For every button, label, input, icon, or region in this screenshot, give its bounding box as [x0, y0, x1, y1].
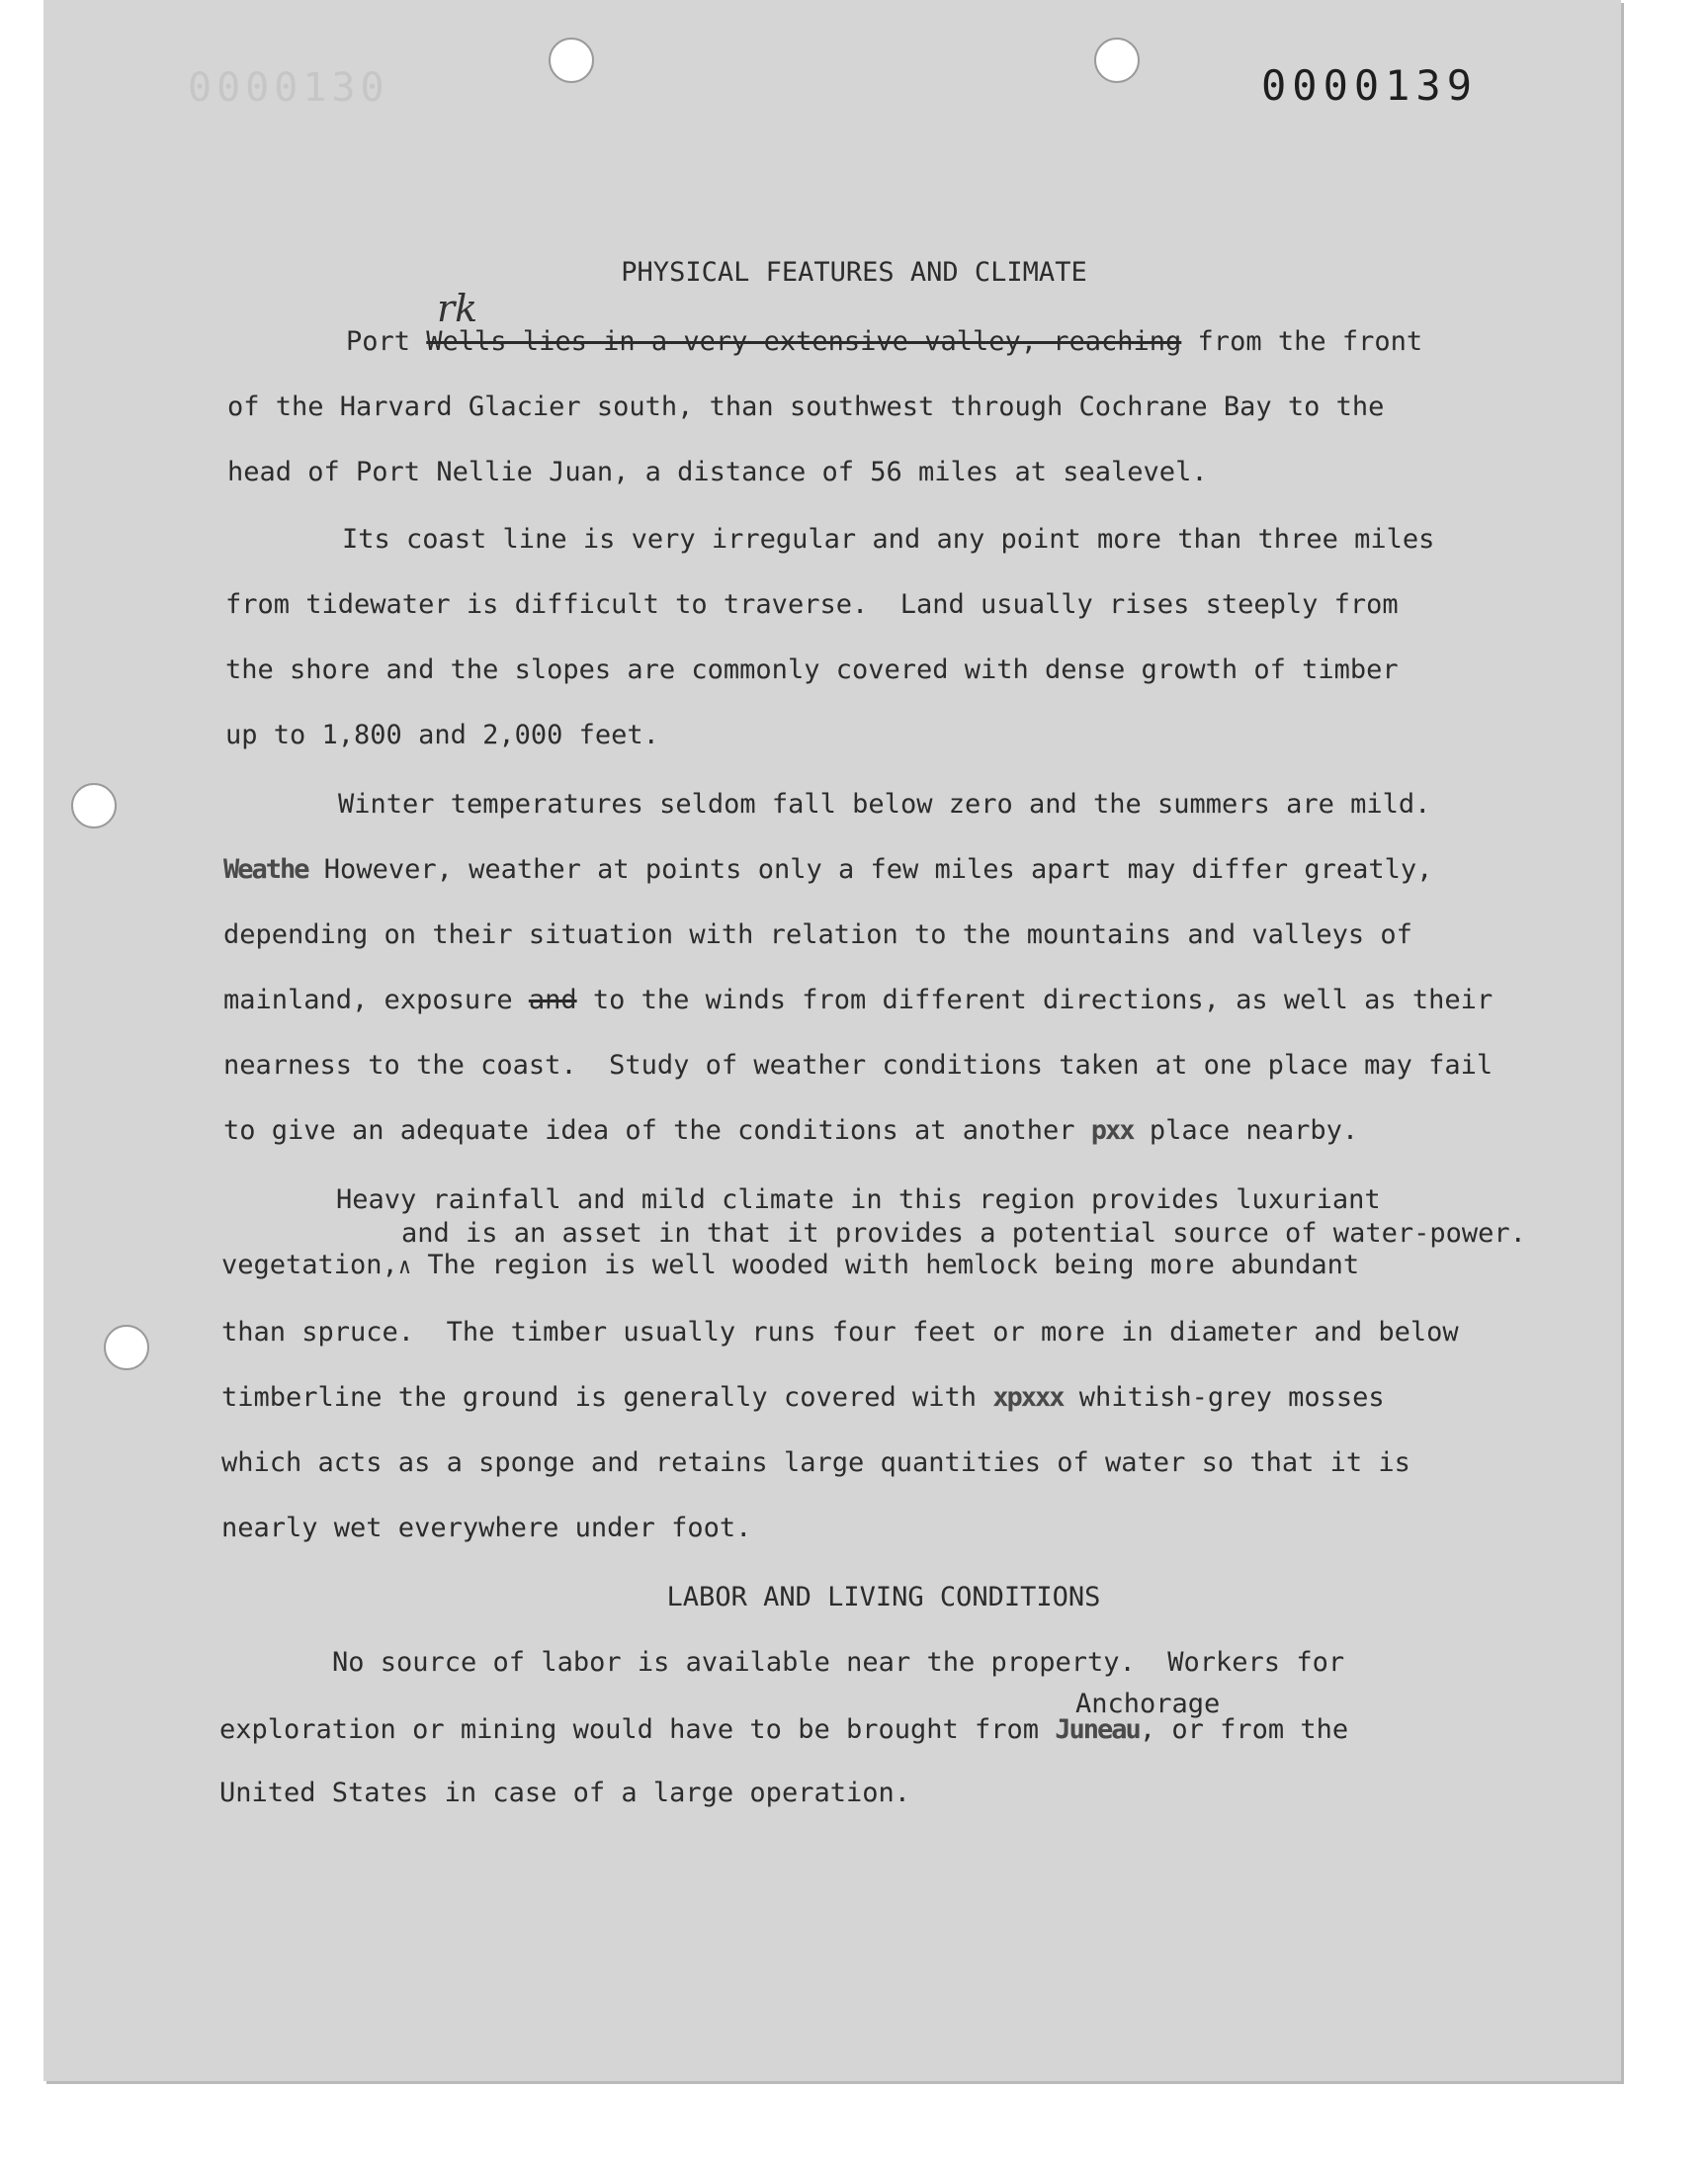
- para3-line2: [223, 854, 1432, 885]
- handwritten-initials: rk: [437, 287, 478, 330]
- x-out-text: pxx: [1090, 1115, 1134, 1146]
- para3-line4: [223, 985, 1493, 1015]
- struck-text: Wells lies in a very extensive valley, reaching: [426, 326, 1182, 357]
- para2-line2: from tidewater is difficult to traverse. Land usually rises steeply from: [225, 589, 1399, 620]
- punch-hole-side-lower: [104, 1325, 149, 1370]
- document-page: [43, 0, 1621, 2081]
- x-out-text: Weathe: [223, 854, 308, 885]
- text-segment: to give an adequate idea of the conditions at another: [223, 1115, 1091, 1146]
- para3-line6: [223, 1115, 1358, 1146]
- para2-line4: up to 1,800 and 2,000 feet.: [225, 720, 659, 750]
- text-segment: from the front: [1181, 326, 1423, 357]
- para4-line2: [221, 1250, 1359, 1280]
- para4-line4: [221, 1382, 1385, 1413]
- text-segment: whitish-grey mosses: [1063, 1382, 1385, 1413]
- para2-line1: Its coast line is very irregular and any point more than three miles: [342, 524, 1435, 555]
- para3-line3: depending on their situation with relation to the mountains and valleys of: [223, 919, 1412, 950]
- para1-line2: of the Harvard Glacier south, than southwest through Cochrane Bay to the: [227, 392, 1385, 422]
- text-segment: vegetation,: [221, 1250, 398, 1280]
- text-segment: place nearby.: [1133, 1115, 1359, 1146]
- text-segment: exploration or mining would have to be brought from: [219, 1714, 1056, 1745]
- text-segment: timberline the ground is generally covered with: [221, 1382, 993, 1413]
- interlinear-insertion-anchorage: Anchorage: [1075, 1689, 1221, 1719]
- para4-line6: nearly wet everywhere under foot.: [221, 1513, 752, 1543]
- labor-line1: No source of labor is available near the property. Workers for: [332, 1647, 1345, 1678]
- x-out-text: Juneau: [1055, 1714, 1140, 1745]
- text-segment: to the winds from different directions, as well as their: [576, 985, 1494, 1015]
- para3-line1: Winter temperatures seldom fall below zero and the summers are mild.: [338, 789, 1431, 820]
- section-heading-physical-features: PHYSICAL FEATURES AND CLIMATE: [621, 257, 1087, 288]
- text-segment: , or from the: [1139, 1714, 1349, 1745]
- text-segment: Port: [346, 326, 427, 357]
- section-heading-labor: LABOR AND LIVING CONDITIONS: [666, 1582, 1101, 1612]
- labor-line2: [219, 1714, 1348, 1745]
- para1-line1: [346, 326, 1422, 357]
- struck-text: and: [528, 985, 577, 1015]
- punch-hole-top-left: [549, 38, 594, 83]
- text-segment: mainland, exposure: [223, 985, 529, 1015]
- punch-hole-top-right: [1094, 38, 1140, 83]
- labor-line3: United States in case of a large operation.: [219, 1778, 910, 1808]
- bleed-through-number: 0000130: [188, 65, 389, 111]
- para2-line3: the shore and the slopes are commonly covered with dense growth of timber: [225, 654, 1399, 685]
- x-out-text: xpxxx: [992, 1382, 1064, 1413]
- text-segment: The region is well wooded with hemlock being more abundant: [411, 1250, 1360, 1280]
- text-segment: However, weather at points only a few miles apart may differ greatly,: [307, 854, 1433, 885]
- para3-line5: nearness to the coast. Study of weather conditions taken at one place may fail: [223, 1050, 1494, 1081]
- document-number: 0000139: [1261, 61, 1479, 110]
- caret-mark: ∧: [397, 1255, 412, 1279]
- para4-line5: which acts as a sponge and retains large quantities of water so that it is: [221, 1447, 1410, 1478]
- para4-line1: Heavy rainfall and mild climate in this region provides luxuriant: [336, 1184, 1381, 1215]
- para1-line3: head of Port Nellie Juan, a distance of 56 miles at sealevel.: [227, 457, 1208, 487]
- para4-line3: than spruce. The timber usually runs four feet or more in diameter and below: [221, 1317, 1459, 1348]
- punch-hole-side-upper: [71, 783, 117, 828]
- interlinear-insertion: and is an asset in that it provides a potential source of water-power.: [401, 1218, 1526, 1249]
